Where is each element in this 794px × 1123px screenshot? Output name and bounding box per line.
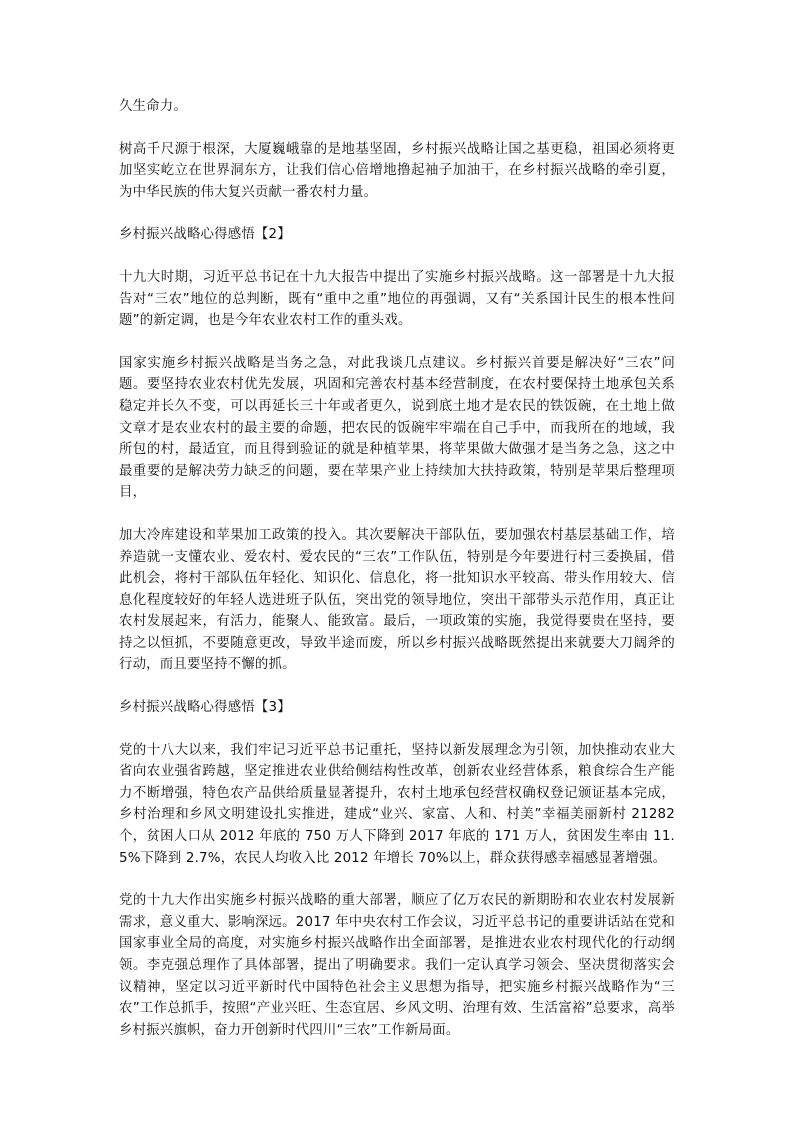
paragraph-tree-metaphor: 树高千尺源于根深，大厦巍峨靠的是地基坚固，乡村振兴战略让国之基更稳，祖国必须将更加坚实屹立在世界洞东方，让我们信心倍增地撸起袖子加油干，在乡村振兴战略的牵引夏，为中华民族的伟大复兴贡献一番农村力量。 (119, 141, 675, 200)
section-heading-3: 乡村振兴战略心得感悟【3】 (119, 700, 291, 716)
paragraph-19th-congress: 十九大时期，习近平总书记在十九大报告中提出了实施乡村振兴战略。这一部署是十九大报告对“三农”地位的总判断，既有“重中之重”地位的再强调，又有“关系国计民生的根本性问题”的新定调，也是今年农业农村工作的重头戏。 (119, 269, 675, 329)
paragraph-national-strategy: 国家实施乡村振兴战略是当务之急，对此我谈几点建议。乡村振兴首要是解决好“三农”问题。要坚持农业农村优先发展，巩固和完善农村基本经营制度，在农村要保持土地承包关系稳定并长久不变，可以再延长三十年或者更久，说到底土地才是农民的铁饭碗，在土地上做文章才是农业农村的最主要的命题，把农民的饭碗牢牢端在自己手中，而我所在的地域，我所包的村，最适宜，而且得到验证的就是种植苹果，将苹果做大做强才是当务之急，这之中最重要的是解决劳力缺乏的问题，要在苹果产业上持续加大扶持政策，特别是苹果后整理项目， (119, 355, 675, 501)
paragraph-19th-deployment: 党的十九大作出实施乡村振兴战略的重大部署，顺应了亿万农民的新期盼和农业农村发展新需求，意义重大、影响深远。2017 年中央农村工作会议，习近平总书记的重要讲话站在党和国家事业全局的高度，对实施乡村振兴战略作出全面部署，是推进农业农村现代化的行动纲领。李克强总理作了具体部署，提出了明确要求。我们一定认真学习领会、坚决贯彻落实会议精神，坚定以习近平新时代中国特色社会主义思想为指导，把实施乡村振兴战略作为“三农”工作总抓手，按照“产业兴旺、生态宜居、乡风文明、治理有效、生活富裕”总要求，高举乡村振兴旗帜，奋力开创新时代四川“三农”工作新局面。 (119, 893, 675, 1038)
document-body (119, 96, 675, 1062)
paragraph-cold-storage: 加大冷库建设和苹果加工政策的投入。其次要解决干部队伍，要加强农村基层基础工作，培养造就一支懂农业、爱农村、爱农民的“三农”工作队伍，特别是今年要进行村三委换届，借此机会，将村干部队伍年轻化、知识化、信息化，将一批知识水平较高、带头作用较大、信息化程度较好的年轻人选进班子队伍，突出党的领导地位，突出干部带头示范作用，真正让农村发展起来，有活力，能聚人、能致富。最后，一项政策的实施，我觉得要贵在坚持，要持之以恒抓，不要随意更改，导致半途而废，所以乡村振兴战略既然提出来就要大刀阔斧的行动，而且要坚持不懈的抓。 (119, 527, 675, 673)
section-heading-2: 乡村振兴战略心得感悟【2】 (119, 227, 291, 243)
paragraph-intro-tail: 久生命力。 (119, 99, 187, 114)
paragraph-18th-congress: 党的十八大以来，我们牢记习近平总书记重托，坚持以新发展理念为引领，加快推动农业大省向农业强省跨越，坚定推进农业供给侧结构性改革，创新农业经营体系，粮食综合生产能力不断增强，特色农产品供给质量显著提升，农村土地承包经营权确权登记颁证基本完成，乡村治理和乡风文明建设扎实推进，建成“业兴、家富、人和、村美”幸福美丽新村 21282 个，贫困人口从 2012 年底的 750 万人下降到 2017 年底的 171 万人，贫困发生率由 11.5%下降到 2.7%，农民人均收入比 2012 年增长 70%以上，群众获得感幸福感显著增强。 (119, 742, 675, 866)
